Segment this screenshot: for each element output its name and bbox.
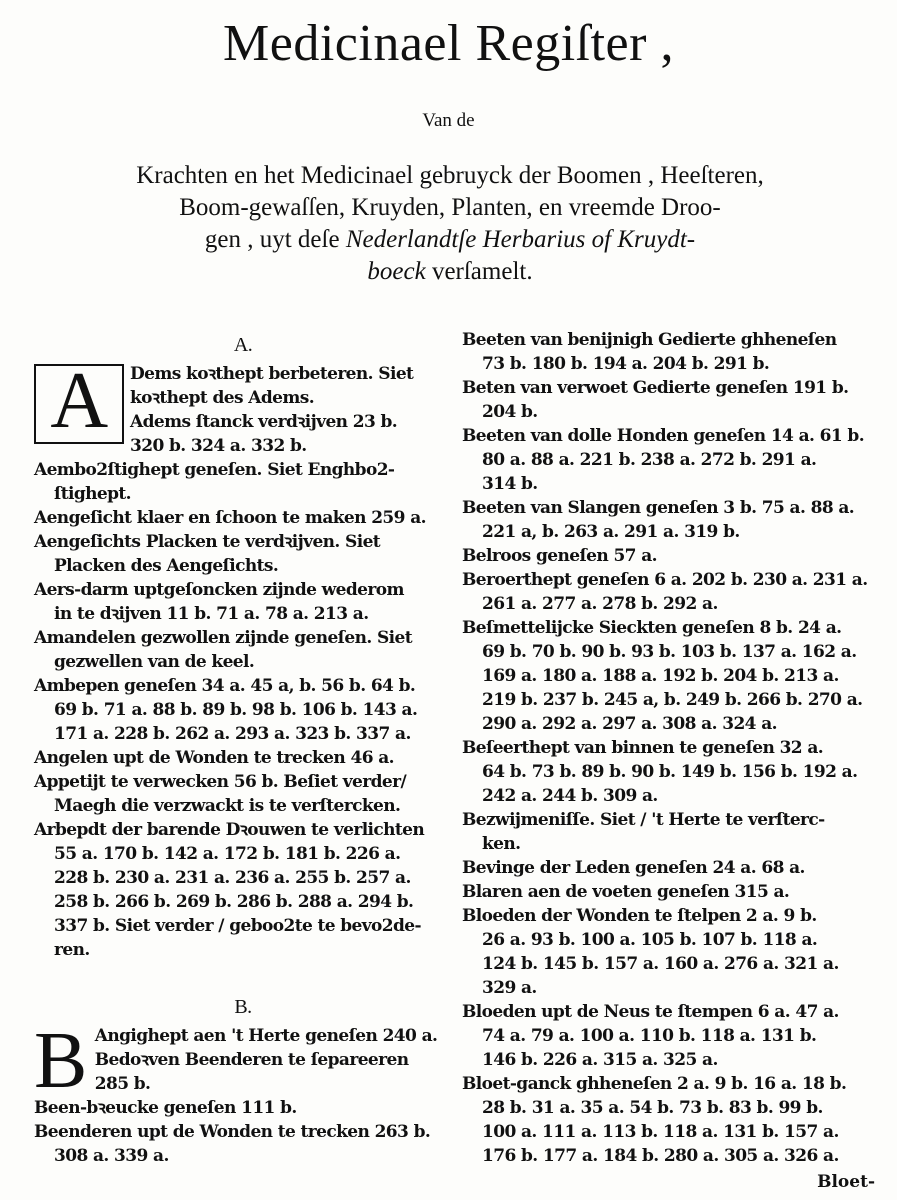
entry-line: 308 a. 339 a.: [54, 1146, 169, 1166]
register-entry: [34, 1120, 452, 1168]
entry-line: 219 b. 237 b. 245 a, b. 249 b. 266 b. 270 a.: [482, 690, 863, 710]
register-entry: [462, 1072, 882, 1168]
register-entry: [462, 328, 882, 376]
entry-line: 171 a. 228 b. 262 a. 293 a. 323 b. 337 a.: [54, 724, 411, 744]
register-entry: [34, 1024, 452, 1048]
register-entry: [34, 1096, 452, 1120]
register-entry: [34, 770, 452, 818]
entry-line: Arbepdt der barende Dꝛouwen te verlichten: [34, 820, 425, 840]
intro-italic: boeck: [367, 258, 426, 285]
intro-italic: Nederlandtſe Herbarius of Kruydt-: [345, 226, 696, 253]
register-entry: [462, 544, 882, 568]
entry-line: 124 b. 145 b. 157 a. 160 a. 276 a. 321 a.: [482, 954, 839, 974]
entry-line: 337 b. Siet verder / geboo2te te bevo2de-: [54, 916, 421, 936]
entry-line: 73 b. 180 b. 194 a. 204 b. 291 b.: [482, 354, 770, 374]
entry-line: Angelen upt de Wonden te trecken 46 a.: [34, 748, 394, 768]
register-entry: [34, 1048, 452, 1096]
entry-line: Beenderen upt de Wonden te trecken 263 b.: [34, 1122, 431, 1142]
left-column: [34, 330, 452, 1168]
entry-line: 285 b.: [94, 1074, 151, 1094]
register-entry: [462, 736, 882, 808]
entry-line: Bedoꝛven Beenderen te ſepareeren: [94, 1050, 409, 1070]
register-entry: [462, 880, 882, 904]
entry-line: Blaren aen de voeten geneſen 315 a.: [462, 882, 790, 902]
entry-line: 204 b.: [482, 402, 538, 422]
intro-text: gen , uyt deſe: [204, 226, 346, 253]
entry-line: 55 a. 170 b. 142 a. 172 b. 181 b. 226 a.: [54, 844, 401, 864]
entry-line: 28 b. 31 a. 35 a. 54 b. 73 b. 83 b. 99 b.: [482, 1098, 823, 1118]
entry-line: 146 b. 226 a. 315 a. 325 a.: [482, 1050, 718, 1070]
entry-line: 290 a. 292 a. 297 a. 308 a. 324 a.: [482, 714, 777, 734]
register-entry: [462, 904, 882, 1000]
register-entry: [34, 674, 452, 746]
entry-line: Appetijt te verwecken 56 b. Beſiet verder/: [34, 772, 407, 792]
entry-line: Aembo2ſtighept geneſen. Siet Enghbo2-: [34, 460, 395, 480]
entry-line: 64 b. 73 b. 89 b. 90 b. 149 b. 156 b. 192 a.: [482, 762, 858, 782]
entry-line: gezwellen van de keel.: [54, 652, 255, 672]
entry-line: koꝛthept des Adems.: [130, 388, 315, 408]
register-entry: [462, 856, 882, 880]
entry-line: Bevinge der Leden geneſen 24 a. 68 a.: [462, 858, 805, 878]
register-entry: [34, 626, 452, 674]
entry-line: Bloet-ganck ghheneſen 2 a. 9 b. 16 a. 18 b.: [462, 1074, 847, 1094]
entry-line: ſtighept.: [54, 484, 131, 504]
register-entry: [34, 746, 452, 770]
entry-line: 69 b. 70 b. 90 b. 93 b. 103 b. 137 a. 162 a.: [482, 642, 857, 662]
entry-line: 242 a. 244 b. 309 a.: [482, 786, 658, 806]
entry-line: Placken des Aengeſichts.: [54, 556, 279, 576]
register-entry: [462, 424, 882, 496]
register-entry: [462, 616, 882, 736]
register-entry: [34, 578, 452, 626]
entry-line: 261 a. 277 a. 278 b. 292 a.: [482, 594, 718, 614]
entry-line: 320 b. 324 a. 332 b.: [130, 436, 307, 456]
register-entry: [34, 458, 452, 506]
catchword: Bloet-: [817, 1172, 875, 1192]
entry-line: Ambepen geneſen 34 a. 45 a, b. 56 b. 64 b.: [34, 676, 416, 696]
entry-line: 314 b.: [482, 474, 538, 494]
entry-line: Belroos geneſen 57 a.: [462, 546, 657, 566]
entry-line: 329 a.: [482, 978, 537, 998]
entry-line: Beeten van Slangen geneſen 3 b. 75 a. 88 a.: [462, 498, 855, 518]
entry-line: Beroerthept geneſen 6 a. 202 b. 230 a. 231 a.: [462, 570, 868, 590]
entry-line: Maegh die verzwackt is te verſtercken.: [54, 796, 401, 816]
entry-line: 80 a. 88 a. 221 b. 238 a. 272 b. 291 a.: [482, 450, 817, 470]
register-entry: [462, 1000, 882, 1072]
entry-line: 169 a. 180 a. 188 a. 192 b. 204 b. 213 a.: [482, 666, 839, 686]
entry-line: Adems ſtanck verdꝛijven 23 b.: [130, 412, 398, 432]
entry-line: Bezwijmeniſſe. Siet / 't Herte te verſterc-: [462, 810, 825, 830]
entry-line: 176 b. 177 a. 184 b. 280 a. 305 a. 326 a.: [482, 1146, 839, 1166]
entry-line: 258 b. 266 b. 269 b. 286 b. 288 a. 294 b.: [54, 892, 414, 912]
drop-group-a: [34, 357, 452, 458]
entry-line: Beſeerthept van binnen te geneſen 32 a.: [462, 738, 824, 758]
entry-line: Beeten van dolle Honden geneſen 14 a. 61 b.: [462, 426, 865, 446]
section-heading-a: A.: [233, 334, 253, 356]
entry-line: 26 a. 93 b. 100 a. 105 b. 107 b. 118 a.: [482, 930, 818, 950]
entry-line: Beſmettelijcke Sieckten geneſen 8 b. 24 a.: [462, 618, 842, 638]
register-entry: [462, 808, 882, 856]
decorated-initial-a: A: [34, 364, 124, 444]
entry-line: 228 b. 230 a. 231 a. 236 a. 255 b. 257 a.: [54, 868, 411, 888]
entry-line: Aengeſicht klaer en ſchoon te maken 259 a.: [34, 508, 426, 528]
register-entry: [462, 568, 882, 616]
intro-line: [20, 256, 880, 288]
entry-line: 74 a. 79 a. 100 a. 110 b. 118 a. 131 b.: [482, 1026, 817, 1046]
entry-line: ken.: [482, 834, 521, 854]
entry-line: Been-bꝛeucke geneſen 111 b.: [34, 1098, 297, 1118]
right-column: [462, 328, 882, 1168]
entry-line: Aengeſichts Placken te verdꝛijven. Siet: [34, 532, 381, 552]
section-heading-b: B.: [234, 996, 252, 1018]
decorated-initial-b: B: [34, 1017, 87, 1105]
entry-line: Bloeden der Wonden te ſtelpen 2 a. 9 b.: [462, 906, 817, 926]
entry-line: 69 b. 71 a. 88 b. 89 b. 98 b. 106 b. 143 a.: [54, 700, 418, 720]
subtitle: Van de: [422, 110, 475, 131]
intro-text: verſamelt.: [425, 258, 533, 285]
page-title: Medicinael Regiſter ,: [223, 15, 674, 72]
entry-line: 221 a, b. 263 a. 291 a. 319 b.: [482, 522, 740, 542]
register-entry: [34, 818, 452, 962]
entry-line: Bloeden upt de Neus te ſtempen 6 a. 47 a.: [462, 1002, 839, 1022]
drop-group-b: [34, 1017, 452, 1105]
entry-line: Amandelen gezwollen zijnde geneſen. Siet: [34, 628, 412, 648]
register-entry: [462, 496, 882, 544]
entry-line: Angighept aen 't Herte geneſen 240 a.: [94, 1026, 438, 1046]
register-entry: [34, 506, 452, 530]
intro-paragraph: [20, 160, 880, 288]
register-entry: [462, 376, 882, 424]
entry-line: Dems koꝛthept berbeteren. Siet: [130, 364, 414, 384]
intro-line: Krachten en het Medicinael gebruyck der Boomen , Heeſteren,: [136, 162, 764, 189]
intro-line: [20, 224, 880, 256]
intro-line: Boom-gewaſſen, Kruyden, Planten, en vreemde Droo-: [179, 194, 721, 221]
entry-line: Beten van verwoet Gedierte geneſen 191 b.: [462, 378, 849, 398]
entry-line: Beeten van benijnigh Gediertе ghheneſen: [462, 330, 837, 350]
entry-line: ren.: [54, 940, 90, 960]
entry-line: 100 a. 111 a. 113 b. 118 a. 131 b. 157 a.: [482, 1122, 839, 1142]
register-entry: [34, 530, 452, 578]
entry-line: in te dꝛijven 11 b. 71 a. 78 a. 213 a.: [54, 604, 369, 624]
entry-line: Aers-darm uptgeſoncken zijnde wederom: [34, 580, 404, 600]
